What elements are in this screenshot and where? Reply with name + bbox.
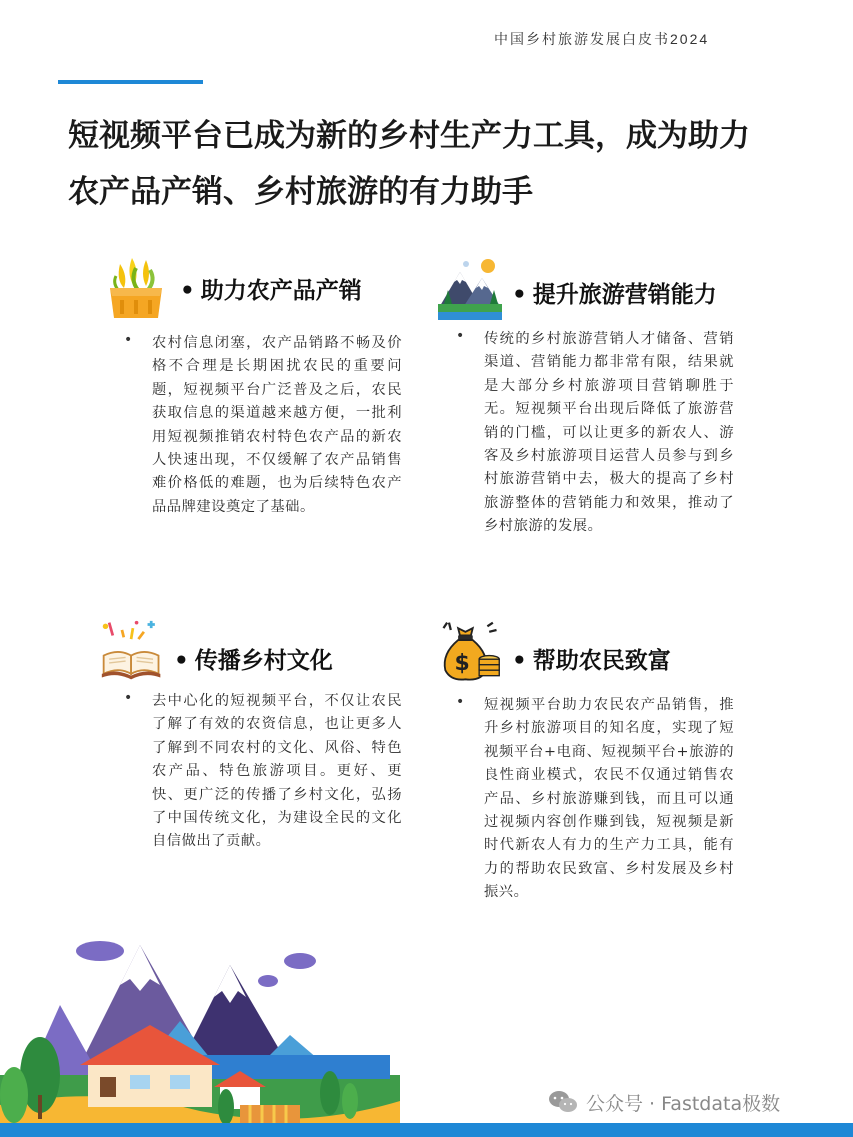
page-title-line1: 短视频平台已成为新的乡村生产力工具，成为助力	[68, 118, 750, 154]
section-text: 农村信息闭塞，农产品销路不畅及价格不合理是长期困扰农民的重要问题，短视频平台广泛普及之后，农民获取信息的渠道越来越方便，一批利用短视频推销农村特色农产品的新农人快速出现，不仅缓解了农产品销售难价格低的难题，也为后续特色农产品品牌建设奠定了基础。	[152, 335, 402, 515]
report-header-title: 中国乡村旅游发展白皮书2024	[494, 31, 710, 47]
page-title	[68, 108, 808, 220]
title-dot: •	[512, 282, 527, 308]
section-title-text: 助力农产品产销	[200, 278, 362, 304]
section-title	[512, 276, 717, 309]
wechat-watermark	[548, 1086, 780, 1118]
village-scene-illustration	[0, 925, 400, 1137]
section-header	[438, 616, 738, 686]
section-text: 传统的乡村旅游营销人才储备、营销渠道、营销能力都非常有限，结果就是大部分乡村旅游项目营销聊胜于无。短视频平台出现后降低了旅游营销的门槛，可以让更多的新农人、游客及乡村旅游项目运营人员参与到乡村旅游营销中去，极大的提高了乡村旅游整体的营销能力和效果，推动了乡村旅游的发展。	[484, 331, 734, 535]
section-farmer-wealth	[438, 616, 738, 901]
title-dot: •	[174, 648, 189, 674]
section-title-text: 传播乡村文化	[194, 648, 333, 674]
section-title-text: 帮助农民致富	[532, 648, 671, 674]
page-title-line2: 农产品产销、乡村旅游的有力助手	[68, 174, 533, 210]
bullet: •	[456, 694, 465, 710]
bullet: •	[124, 690, 133, 706]
section-rural-culture	[100, 616, 402, 850]
section-title	[174, 642, 333, 675]
section-text: 去中心化的短视频平台，不仅让农民了解了有效的农资信息，也让更多人了解到不同农村的文化、风俗、特色农产品、特色旅游项目。更好、更快、更广泛的传播了乡村文化，弘扬了中国传统文化，为建设全民的文化自信做出了贡献。	[152, 693, 402, 850]
accent-bar	[58, 80, 203, 84]
bottom-bar	[0, 1123, 853, 1137]
section-title	[512, 642, 671, 675]
money-bag-icon	[438, 616, 502, 686]
section-header	[106, 254, 406, 324]
open-book-icon	[100, 616, 164, 686]
title-dot: •	[512, 648, 527, 674]
section-tourism-marketing	[438, 254, 738, 535]
section-text: 短视频平台助力农民农产品销售，推升乡村旅游项目的知名度，实现了短视频平台+电商、短视频平台+旅游的良性商业模式，农民不仅通过销售农产品、乡村旅游赚到钱，而且可以通过视频内容创作赚到钱，短视频是新时代新农人有力的生产力工具，能有力的帮助农民致富、乡村发展及乡村振兴。	[484, 697, 734, 901]
section-header	[100, 616, 400, 686]
section-title	[180, 272, 362, 305]
section-farm-products	[106, 254, 406, 515]
title-dot: •	[180, 278, 195, 304]
bullet: •	[456, 328, 465, 344]
mountain-landscape-icon	[438, 254, 502, 324]
wechat-icon	[548, 1089, 578, 1115]
section-title-text: 提升旅游营销能力	[532, 282, 717, 308]
corn-basket-icon	[106, 254, 170, 324]
watermark-text: 公众号 · Fastdata极数	[586, 1092, 781, 1115]
section-header	[438, 254, 738, 324]
svg-text:$: $	[454, 651, 470, 677]
bullet: •	[124, 332, 133, 348]
